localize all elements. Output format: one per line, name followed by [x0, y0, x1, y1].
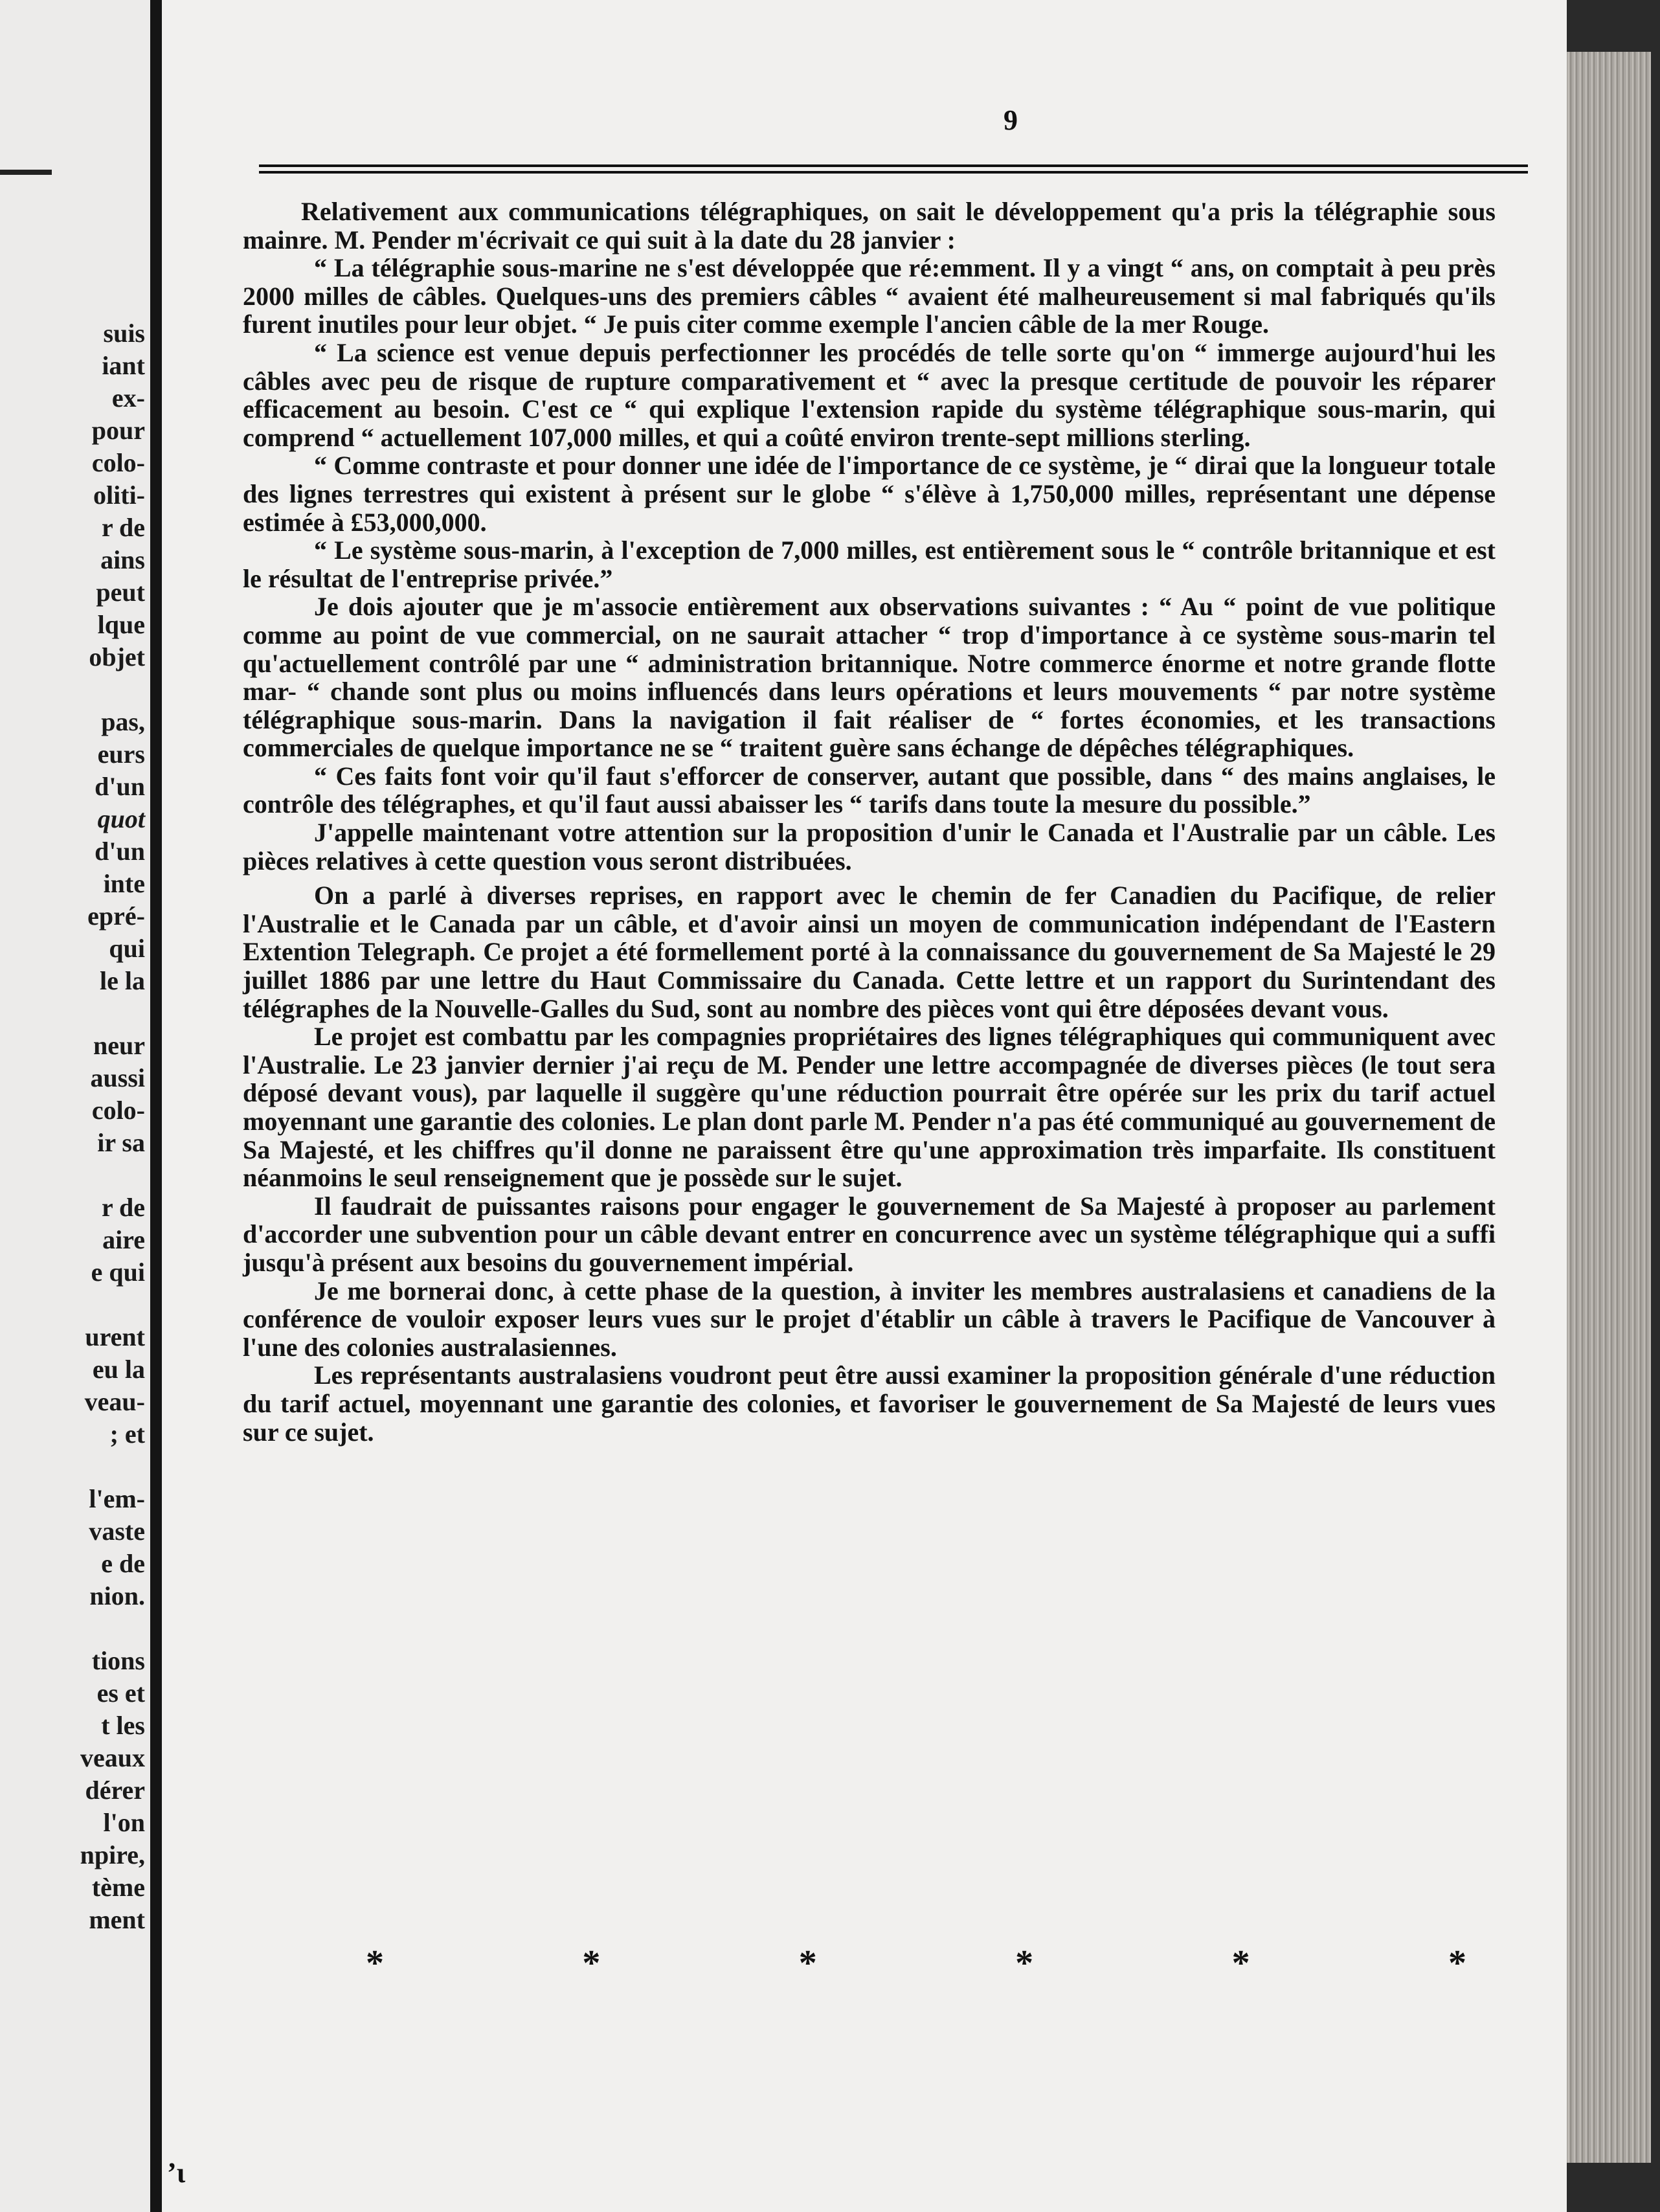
facing-line: iant [102, 351, 145, 380]
paragraph-gap [16, 1612, 145, 1645]
facing-line: suis [103, 319, 145, 348]
facing-line: ment [89, 1905, 145, 1934]
facing-page-text [16, 317, 145, 1936]
paragraph: Je me bornerai donc, à cette phase de la question, à inviter les membres australasiens et canadiens de la conférence de vouloir exposer leurs vues sur le projet d'établir un câble à travers le Pacifique de Vancouver à l'une des colonies australasiennes. [243, 1276, 1496, 1362]
facing-line: peut [96, 578, 145, 607]
facing-line: npire, [80, 1840, 145, 1869]
facing-line: t les [101, 1711, 145, 1740]
facing-line: pas, [101, 707, 145, 736]
paragraph: Relativement aux communications télégraphiques, on sait le développement qu'a pris la télégraphie sous mainre. M. Pender m'écrivait ce qui suit à la date du 28 janvier : [243, 197, 1496, 254]
facing-line: es et [96, 1678, 145, 1708]
paragraph: Il faudrait de puissantes raisons pour engager le gouvernement de Sa Majesté à proposer au parlement d'accorder une subvention pour un câble devant entrer en concurrence avec un système télégraphique qui a suffi jusqu'à présent aux besoins du gouvernement impérial. [243, 1191, 1496, 1277]
facing-line: qui [109, 934, 145, 963]
facing-line: neur [93, 1031, 145, 1060]
facing-line: oliti- [93, 480, 145, 510]
paragraph-gap [16, 673, 145, 706]
page [162, 0, 1567, 2212]
quote-paragraph: “ Le système sous-marin, à l'exception de 7,000 milles, est entièrement sous le “ contrôle britannique et est le résultat de l'entreprise privée.” [243, 536, 1496, 593]
facing-line: epré- [87, 901, 145, 931]
facing-line: dérer [85, 1776, 145, 1805]
facing-line: veaux [80, 1743, 145, 1772]
facing-line: le la [100, 966, 145, 995]
quote-paragraph: “ Comme contraste et pour donner une idée de l'importance de ce système, je “ dirai que la longueur totale des lignes terrestres qui existent à présent sur le globe “ s'élève à 1,750,000 milles, représentant une dépense estimée à £53,000,000. [243, 451, 1496, 537]
facing-line: urent [85, 1322, 145, 1351]
star-glyph: * [1231, 1943, 1250, 1983]
header-rule [259, 164, 1528, 174]
paragraph-gap [16, 1289, 145, 1321]
book-gutter [150, 0, 162, 2212]
paragraph-gap [16, 997, 145, 1030]
star-glyph: * [1448, 1943, 1466, 1983]
facing-line: nion. [89, 1581, 145, 1610]
facing-line: eu la [92, 1355, 145, 1384]
facing-line: inte [103, 869, 145, 898]
star-glyph: * [1015, 1943, 1034, 1983]
facing-line: veau- [84, 1387, 145, 1416]
paragraph: Je dois ajouter que je m'associe entièrement aux observations suivantes : “ Au “ point de vue politique comme au point de vue commercial, on ne saurait attacher “ trop d'importance à ce système sous-marin tel qu'actuellement contrôlé par une “ administration britannique. Notre commerce énorme et notre grande flotte mar- “ chande sont plus ou moins influencés dans leurs opérations et leurs mouvements “ par notre système télégraphique sous-marin. Dans la navigation il fait réaliser de “ fortes économies, et les transactions commerciales de quelque importance ne se “ traitent guère sans échange de dépêches télégraphiques. [243, 592, 1496, 763]
facing-line: ains [100, 545, 145, 574]
quote-paragraph: “ La télégraphie sous-marine ne s'est développée que ré:emment. Il y a vingt “ ans, on comptait à peu près 2000 milles de câbles. Quelques-uns des premiers câbles “ avaient été malheureusement si mal fabriqués qu'ils furent inutiles pour leur objet. “ Je puis citer comme exemple l'ancien câble de la mer Rouge. [243, 253, 1496, 339]
paragraph: On a parlé à diverses reprises, en rapport avec le chemin de fer Canadien du Pacifique, de relier l'Australie et le Canada par un câble, et d'avoir ainsi un moyen de communication indépendant de l'Eastern Extention Telegraph. Ce projet a été formellement porté à la connaissance du gouvernement de Sa Majesté le 29 juillet 1886 par une lettre du Haut Commissaire du Canada. Cette lettre et un rapport du Surintendant des télégraphes de la Nouvelle-Galles du Sud, sont au nombre des pièces vont qui être déposées devant vous. [243, 881, 1496, 1023]
facing-line: l'em- [89, 1484, 145, 1513]
facing-line: pour [91, 416, 145, 445]
paragraph-gap [16, 1159, 145, 1191]
facing-line: tions [91, 1646, 145, 1675]
bottom-mark: ʼɩ [167, 2157, 186, 2189]
facing-line: lque [97, 610, 145, 639]
facing-line: ir sa [97, 1128, 145, 1157]
paragraph: J'appelle maintenant votre attention sur la proposition d'unir le Canada et l'Australie par un câble. Les pièces relatives à cette question vous seront distribuées. [243, 818, 1496, 875]
facing-line: tème [91, 1873, 145, 1902]
paragraph-gap [16, 1450, 145, 1483]
facing-line: vaste [89, 1517, 145, 1546]
quote-paragraph: “ Ces faits font voir qu'il faut s'efforcer de conserver, autant que possible, dans “ des mains anglaises, le contrôle des télégraphes, et qu'il faut aussi abaisser les “ tarifs dans toute la mesure du possible.” [243, 761, 1496, 819]
facing-line: eurs [97, 739, 145, 769]
facing-line: r de [101, 1193, 145, 1222]
facing-line: colo- [91, 448, 145, 477]
section-break-stars [366, 1943, 1466, 1984]
facing-line: r de [101, 513, 145, 542]
facing-line: colo- [91, 1096, 145, 1125]
star-glyph: * [366, 1943, 384, 1983]
facing-page-rule [0, 170, 52, 175]
star-glyph: * [582, 1943, 601, 1983]
facing-line: e qui [91, 1258, 145, 1287]
facing-line: ex- [111, 383, 145, 412]
facing-line: d'un [95, 772, 145, 801]
facing-line: e de [101, 1549, 145, 1578]
page-number: 9 [1004, 104, 1018, 136]
facing-line: quot [97, 804, 145, 833]
page-stack-edge [1567, 52, 1651, 2163]
quote-paragraph: “ La science est venue depuis perfectionner les procédés de telle sorte qu'on “ immerge aujourd'hui les câbles avec peu de risque de rupture comparativement et “ avec la presque certitude de pouvoir les réparer efficacement au besoin. C'est ce “ qui explique l'extension rapide du système télégraphique sous-marin, qui comprend “ actuellement 107,000 milles, et qui a coûté environ trente-sept millions sterling. [243, 337, 1496, 452]
facing-line: aussi [90, 1063, 145, 1092]
body-text [243, 198, 1496, 1446]
facing-line: ; et [109, 1419, 145, 1449]
paragraph: Le projet est combattu par les compagnies propriétaires des lignes télégraphiques qui communiquent avec l'Australie. Le 23 janvier dernier j'ai reçu de M. Pender une lettre accompagnée de diverses pièces (le tout sera déposé devant vous), par laquelle il suggère qu'une réduction pourrait être opérée sur les prix du tarif actuel moyennant une garantie des colonies. Le plan dont parle M. Pender n'a pas été communiqué au gouvernement de Sa Majesté, et les chiffres qu'il donne ne paraissent être qu'une approximation très imparfaite. Ils constituent néanmoins le seul renseignement que je possède sur le sujet. [243, 1022, 1496, 1193]
facing-page-fragment [0, 0, 150, 2212]
star-glyph: * [798, 1943, 817, 1983]
facing-line: d'un [95, 837, 145, 866]
facing-line: aire [102, 1225, 145, 1254]
facing-line: objet [89, 642, 145, 672]
paragraph: Les représentants australasiens voudront peut être aussi examiner la proposition générale d'une réduction du tarif actuel, moyennant une garantie des colonies, et favoriser le gouvernement de Sa Majesté de leurs vues sur ce sujet. [243, 1360, 1496, 1447]
facing-line: l'on [103, 1808, 145, 1837]
